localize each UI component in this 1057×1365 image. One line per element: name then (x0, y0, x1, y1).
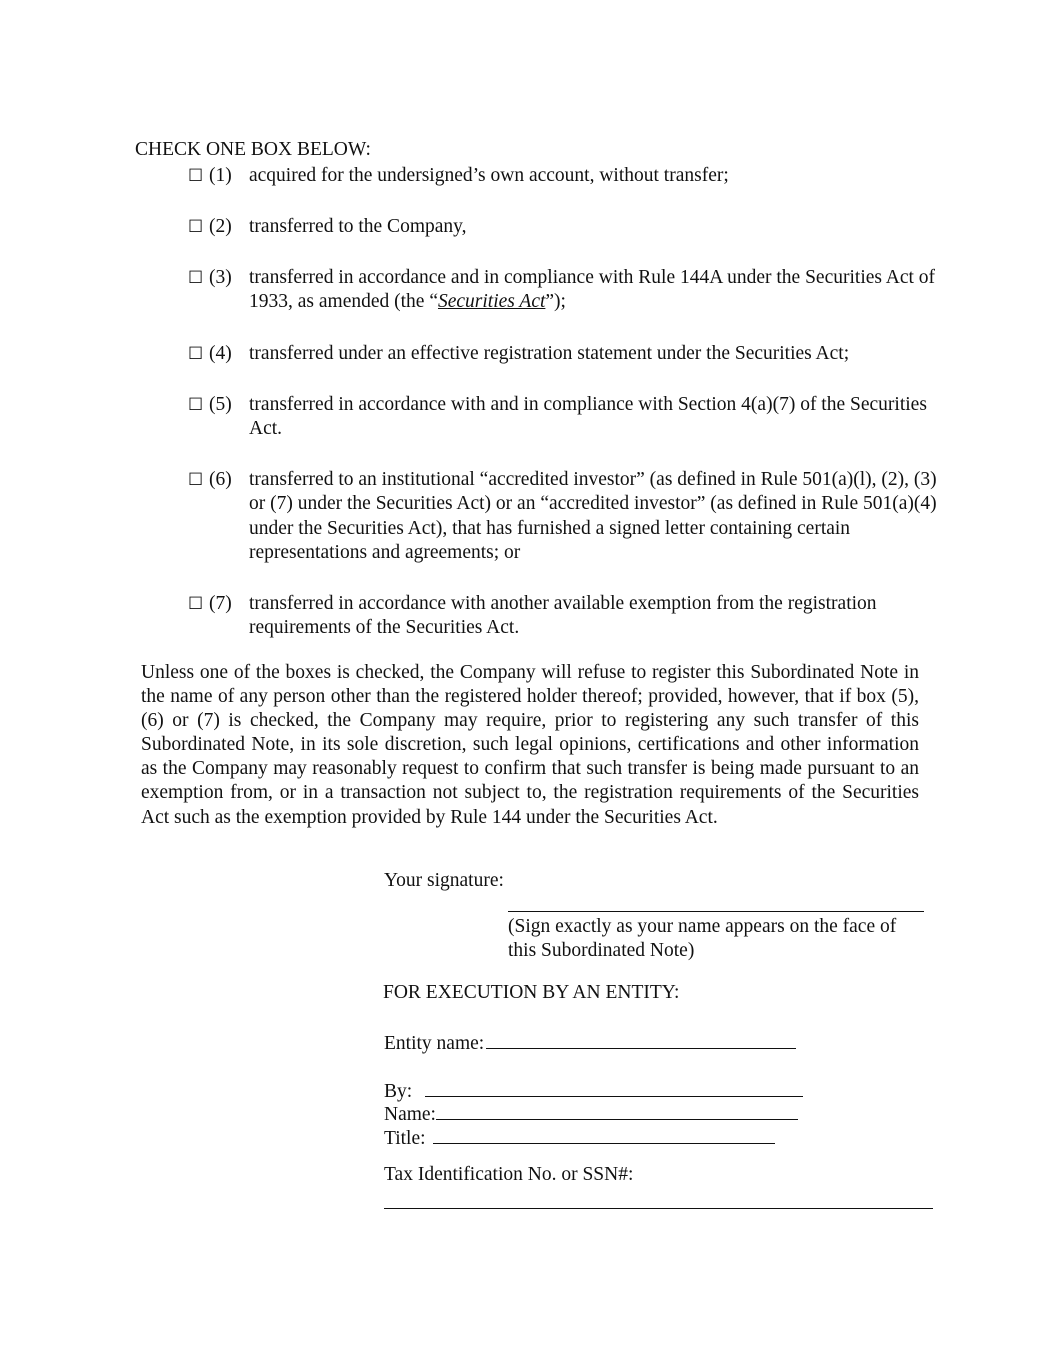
option-number: (3) (209, 267, 232, 288)
option-number: (1) (209, 165, 232, 186)
option-number: (5) (209, 394, 232, 415)
option-text: transferred in accordance with another available exemption from the registration requirements of the Securities Act. (249, 593, 877, 639)
option-6[interactable] (188, 468, 948, 565)
signature-line[interactable] (508, 911, 924, 912)
option-3[interactable] (188, 266, 948, 315)
title-line[interactable] (433, 1123, 775, 1144)
entity-section-heading: FOR EXECUTION BY AN ENTITY: (383, 982, 680, 1003)
title-field[interactable] (384, 1123, 775, 1151)
option-7[interactable] (188, 592, 948, 641)
option-text-before: transferred in accordance and in compliance with Rule 144A under the Securities Act of 1933, as amended (the “ (249, 267, 936, 313)
entity-name-label: Entity name: (384, 1033, 485, 1054)
name-label: Name: (384, 1104, 436, 1125)
option-1[interactable] (188, 164, 948, 188)
checkbox-icon[interactable]: ☐ (188, 268, 204, 288)
form-heading: CHECK ONE BOX BELOW: (135, 139, 371, 160)
option-5[interactable] (188, 393, 948, 442)
title-label: Title: (384, 1128, 426, 1149)
entity-name-line[interactable] (486, 1028, 796, 1049)
signature-label: Your signature: (384, 870, 504, 891)
checkbox-icon[interactable]: ☐ (188, 217, 204, 237)
entity-name-field[interactable] (384, 1028, 796, 1056)
checkbox-icon[interactable]: ☐ (188, 594, 204, 614)
option-text-after: ”); (545, 291, 566, 313)
option-text: transferred under an effective registration statement under the Securities Act; (249, 343, 850, 364)
option-4[interactable] (188, 342, 948, 366)
option-text: transferred in accordance with and in compliance with Section 4(a)(7) of the Securities Act. (249, 394, 927, 440)
checkbox-icon[interactable]: ☐ (188, 395, 204, 415)
by-line[interactable] (425, 1076, 803, 1097)
tax-id-line[interactable] (384, 1208, 933, 1209)
option-text: transferred to an institutional “accredited investor” (as defined in Rule 501(a)(l), (2), (3) or (7) under the Securities Act) or an “accredited investor” (as defined in Rule 501(a)(4) under the Securities Act), that has furnished a signed letter containing certain representations and agreements; or (249, 469, 937, 563)
option-text: acquired for the undersigned’s own account, without transfer; (249, 165, 729, 186)
option-number: (6) (209, 469, 232, 490)
checkbox-icon[interactable]: ☐ (188, 166, 204, 186)
option-number: (4) (209, 343, 232, 364)
option-2[interactable] (188, 215, 948, 239)
option-text (249, 266, 948, 315)
defined-term-securities-act: Securities Act (437, 291, 546, 313)
transfer-conditions-paragraph: Unless one of the boxes is checked, the Company will refuse to register this Subordinated Note in the name of any person other than the registered holder thereof; provided, however, that if box (5), (6) or (7) is checked, the Company may require, prior to registering any such transfer of this Subordinated Note, in its sole discretion, such legal opinions, certifications and other information as the Company may reasonably request to confirm that such transfer is being made pursuant to an exemption from, or in a transaction not subject to, the registration requirements of the Securities Act such as the exemption provided by Rule 144 under the Securities Act. (141, 662, 919, 828)
checkbox-icon[interactable]: ☐ (188, 470, 204, 490)
option-number: (2) (209, 216, 232, 237)
option-number: (7) (209, 593, 232, 614)
name-line[interactable] (436, 1099, 798, 1120)
tax-id-label: Tax Identification No. or SSN#: (384, 1164, 634, 1185)
signature-instruction: (Sign exactly as your name appears on the face of this Subordinated Note) (508, 916, 897, 961)
by-label: By: (384, 1081, 413, 1102)
option-text: transferred to the Company, (249, 216, 467, 237)
checkbox-icon[interactable]: ☐ (188, 344, 204, 364)
